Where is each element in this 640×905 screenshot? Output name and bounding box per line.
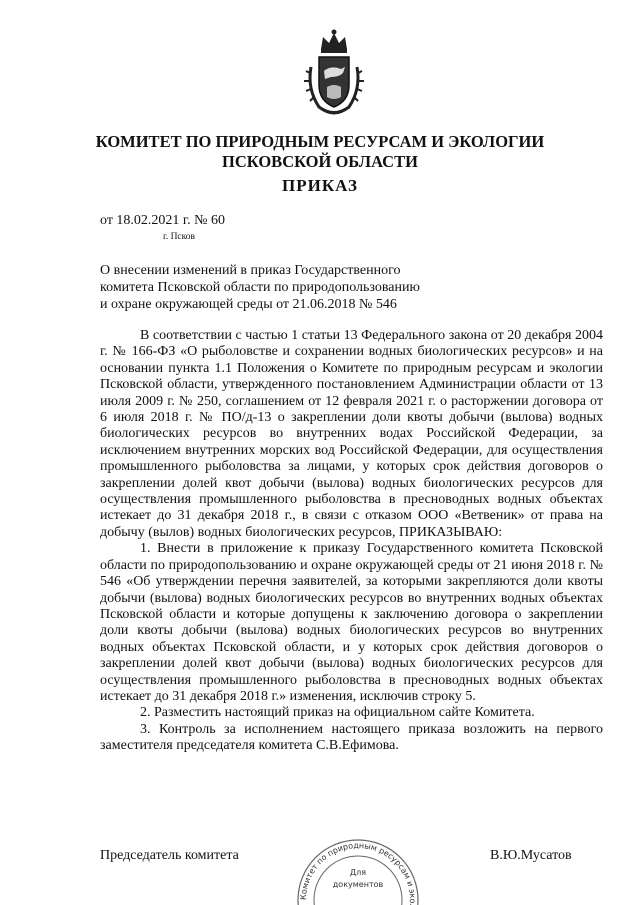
document-body [100, 328, 603, 755]
document-subject [100, 262, 420, 313]
coat-of-arms-icon [301, 27, 367, 115]
document-city: г. Псков [163, 232, 196, 242]
preamble-paragraph: В соответствии с частью 1 статьи 13 Федерального закона от 20 декабря 2004 г. № 166-ФЗ «О рыболовстве и сохранении водных биологических ресурсов» и на основании пункта 1.1 Положения о Комитете по природным ресурсам и экологии Псковской области, утвержденного постановлением Администрации области от 13 июля 2009 г. № 250, соглашением от 12 февраля 2021 г. о расторжении договора от 6 июля 2018 г. № ПО/д-13 о закреплении доли квоты добычи (вылова) водных биологических ресурсов во внутренних водах Российской Федерации, за исключением внутренних морских вод Российской Федерации, для осуществления промышленного рыболовства за лицами, у которых срок действия договоров о закреплении долей квот добычи (вылова) водных биологических ресурсов для осуществления промышленного рыболовства в пресноводных водных объектах истекает до 31 декабря 2018 г., в связи с отказом ООО «Ветвеник» от права на добычу (вылов) водных биологических ресурсов, ПРИКАЗЫВАЮ: [100, 328, 603, 540]
seal-ring-text: Комитет по природным ресурсам и эко [298, 840, 418, 904]
signatory-position: Председатель комитета [100, 848, 239, 863]
order-item-1: 1. Внести в приложение к приказу Государственного комитета Псковской области по природопользованию и охране окружающей среды от 21 июня 2018 г. № 546 «Об утверждении перечня заявителей, за которыми закрепляются доли квоты добычи (вылова) водных биологических ресурсов во внутренних водных объектах Псковской области и которые допущены к заключению договора о закреплении доли квоты добычи (вылова) водных биологических ресурсов во внутренних водных объектах Псковской области, и у которых срок действия договоров о закреплении долей квот добычи (вылова) водных биологических ресурсов для осуществления промышленного рыболовства в пресноводных водных объектах истекает до 31 декабря 2018 г.» изменения, исключив строку 5. [100, 541, 603, 704]
signatory-name: В.Ю.Мусатов [490, 848, 572, 863]
order-item-2: 2. Разместить настоящий приказ на официальном сайте Комитета. [140, 705, 535, 721]
order-item-3: 3. Контроль за исполнением настоящего приказа возложить на первого заместителя председателя комитета С.В.Ефимова. [100, 721, 603, 754]
document-date-number: от 18.02.2021 г. № 60 [100, 213, 225, 228]
committee-name-line2: ПСКОВСКОЙ ОБЛАСТИ [222, 152, 418, 171]
seal-center-line1: Для [349, 868, 367, 877]
subject-line: комитета Псковской области по природопользованию [100, 280, 420, 295]
committee-name-line1: КОМИТЕТ ПО ПРИРОДНЫМ РЕСУРСАМ И ЭКОЛОГИИ [95, 132, 545, 151]
official-seal-stamp [293, 805, 423, 905]
subject-line: и охране окружающей среды от 21.06.2018 № 546 [100, 297, 397, 312]
document-type-title: ПРИКАЗ [282, 176, 358, 195]
subject-line: О внесении изменений в приказ Государственного [100, 263, 401, 278]
seal-center-line2: документов [332, 880, 384, 889]
